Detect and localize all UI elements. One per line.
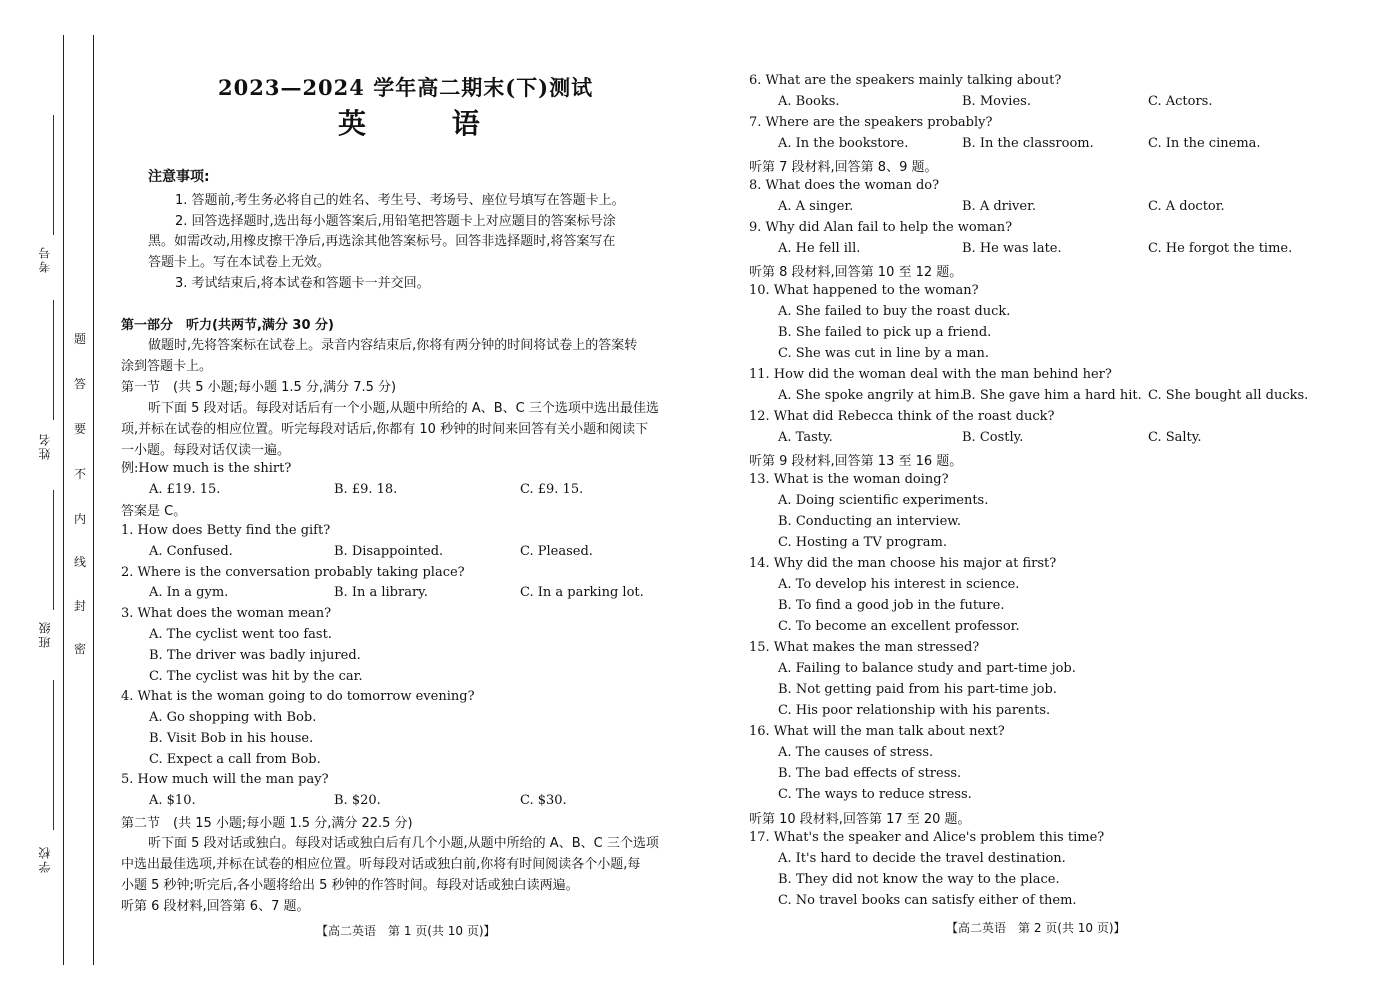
option: B. Costly. xyxy=(962,430,1024,445)
option: A. He fell ill. xyxy=(778,241,861,256)
option: A. To develop his interest in science. xyxy=(778,577,1020,592)
page-footer-left: 【高二英语 第 1 页(共 10 页)】 xyxy=(316,924,496,938)
school-line xyxy=(53,680,54,830)
option: B. Disappointed. xyxy=(334,544,444,559)
material-heading: 听第 6 段材料,回答第 6、7 题。 xyxy=(121,899,310,914)
subject-title: 英 语 xyxy=(338,107,518,140)
option: B. Movies. xyxy=(962,94,1031,109)
option: A. Doing scientific experiments. xyxy=(778,493,989,508)
option: B. The bad effects of stress. xyxy=(778,766,962,781)
part1-intro: 涂到答题卡上。 xyxy=(121,359,213,374)
notice-line: 黑。如需改动,用橡皮擦干净后,再选涂其他答案标号。回答非选择题时,将答案写在 xyxy=(148,234,616,249)
option: B. They did not know the way to the place. xyxy=(778,872,1060,887)
section2-instructions: 中选出最佳选项,并标在试卷的相应位置。听每段对话或独白前,你将有时间阅读各个小题,每 xyxy=(121,857,641,872)
option: B. Visit Bob in his house. xyxy=(149,731,314,746)
section1-instructions: 项,并标在试卷的相应位置。听完每段对话后,你都有 10 秒钟的时间来回答有关小题和阅读下 xyxy=(121,422,649,437)
notice-line: 答题卡上。写在本试卷上无效。 xyxy=(148,255,331,270)
seal-char: 内 xyxy=(74,512,87,526)
option: C. He forgot the time. xyxy=(1148,241,1293,256)
option: A. Confused. xyxy=(149,544,233,559)
option: A. Books. xyxy=(778,94,840,109)
question: 2. Where is the conversation probably taking place? xyxy=(121,565,465,580)
material-heading: 听第 7 段材料,回答第 8、9 题。 xyxy=(749,160,938,175)
option: B. She gave him a hard hit. xyxy=(962,388,1142,403)
option: B. In the classroom. xyxy=(962,136,1094,151)
option: C. In the cinema. xyxy=(1148,136,1261,151)
example-answer: 答案是 C。 xyxy=(121,504,187,519)
part1-heading: 第一部分 听力(共两节,满分 30 分) xyxy=(121,318,334,333)
option: C. The ways to reduce stress. xyxy=(778,787,972,802)
question: 4. What is the woman going to do tomorrow evening? xyxy=(121,689,475,704)
question: 11. How did the woman deal with the man behind her? xyxy=(749,367,1112,382)
option: A. $10. xyxy=(149,793,196,808)
section1-instructions: 一小题。每段对话仅读一遍。 xyxy=(121,443,291,458)
option: A. The cyclist went too fast. xyxy=(149,627,332,642)
section2-instructions: 小题 5 秒钟;听完后,各小题将给出 5 秒钟的作答时间。每段对话或独白读两遍。 xyxy=(121,878,579,893)
class-label: 班级 xyxy=(38,620,52,648)
material-heading: 听第 10 段材料,回答第 17 至 20 题。 xyxy=(749,812,971,827)
class-line xyxy=(53,490,54,610)
option: C. Hosting a TV program. xyxy=(778,535,947,550)
notice-line: 1. 答题前,考生务必将自己的姓名、考生号、考场号、座位号填写在答题卡上。 xyxy=(175,193,625,208)
option: C. Salty. xyxy=(1148,430,1202,445)
question: 9. Why did Alan fail to help the woman? xyxy=(749,220,1013,235)
option: A. In a gym. xyxy=(149,585,229,600)
option: C. £9. 15. xyxy=(520,482,584,497)
exam-title: 2023—2024 学年高二期末(下)测试 xyxy=(218,75,594,100)
option: B. Conducting an interview. xyxy=(778,514,961,529)
question: 13. What is the woman doing? xyxy=(749,472,949,487)
material-heading: 听第 8 段材料,回答第 10 至 12 题。 xyxy=(749,265,963,280)
margin-rule-inner xyxy=(93,35,94,965)
option: B. A driver. xyxy=(962,199,1036,214)
option: C. His poor relationship with his parents. xyxy=(778,703,1051,718)
seal-char: 不 xyxy=(74,467,87,481)
question: 3. What does the woman mean? xyxy=(121,606,332,621)
notice-heading: 注意事项: xyxy=(148,169,210,185)
section1-heading: 第一节 (共 5 小题;每小题 1.5 分,满分 7.5 分) xyxy=(121,380,397,395)
question: 8. What does the woman do? xyxy=(749,178,940,193)
option: C. Actors. xyxy=(1148,94,1213,109)
option: C. Pleased. xyxy=(520,544,593,559)
name-label: 姓名 xyxy=(38,432,52,460)
option: B. He was late. xyxy=(962,241,1062,256)
section1-instructions: 听下面 5 段对话。每段对话后有一个小题,从题中所给的 A、B、C 三个选项中选出最佳选 xyxy=(148,401,659,416)
seal-char: 要 xyxy=(74,422,87,436)
option: A. It's hard to decide the travel destination. xyxy=(778,851,1066,866)
option: B. $20. xyxy=(334,793,381,808)
option: B. To find a good job in the future. xyxy=(778,598,1005,613)
material-heading: 听第 9 段材料,回答第 13 至 16 题。 xyxy=(749,454,963,469)
option: C. No travel books can satisfy either of them. xyxy=(778,893,1077,908)
margin-rule-outer xyxy=(63,35,64,965)
part1-intro: 做题时,先将答案标在试卷上。录音内容结束后,你将有两分钟的时间将试卷上的答案转 xyxy=(148,338,638,353)
seal-char: 密 xyxy=(74,642,87,656)
option: C. In a parking lot. xyxy=(520,585,644,600)
option: A. The causes of stress. xyxy=(778,745,934,760)
seal-char: 答 xyxy=(74,377,87,391)
option: B. She failed to pick up a friend. xyxy=(778,325,992,340)
example-question: 例:How much is the shirt? xyxy=(121,461,292,476)
notice-line: 2. 回答选择题时,选出每小题答案后,用铅笔把答题卡上对应题目的答案标号涂 xyxy=(175,214,616,229)
name-line xyxy=(53,300,54,420)
option: A. A singer. xyxy=(778,199,854,214)
option: A. Failing to balance study and part-time job. xyxy=(778,661,1076,676)
question: 6. What are the speakers mainly talking about? xyxy=(749,73,1062,88)
question: 12. What did Rebecca think of the roast duck? xyxy=(749,409,1055,424)
question: 16. What will the man talk about next? xyxy=(749,724,1005,739)
option: C. $30. xyxy=(520,793,567,808)
option: C. The cyclist was hit by the car. xyxy=(149,669,363,684)
exam-number-line xyxy=(53,115,54,235)
option: A. She spoke angrily at him. xyxy=(778,388,964,403)
option: B. In a library. xyxy=(334,585,428,600)
question: 17. What's the speaker and Alice's problem this time? xyxy=(749,830,1105,845)
option: A. She failed to buy the roast duck. xyxy=(778,304,1011,319)
option: C. To become an excellent professor. xyxy=(778,619,1020,634)
question: 5. How much will the man pay? xyxy=(121,772,329,787)
question: 14. Why did the man choose his major at first? xyxy=(749,556,1057,571)
section2-heading: 第二节 (共 15 小题;每小题 1.5 分,满分 22.5 分) xyxy=(121,816,413,831)
notice-line: 3. 考试结束后,将本试卷和答题卡一并交回。 xyxy=(175,276,430,291)
seal-char: 封 xyxy=(74,599,87,613)
option: A. £19. 15. xyxy=(149,482,221,497)
question: 7. Where are the speakers probably? xyxy=(749,115,993,130)
question: 15. What makes the man stressed? xyxy=(749,640,980,655)
section2-instructions: 听下面 5 段对话或独白。每段对话或独白后有几个小题,从题中所给的 A、B、C 三个选项 xyxy=(148,836,659,851)
seal-char: 题 xyxy=(74,332,87,346)
option: C. She was cut in line by a man. xyxy=(778,346,989,361)
seal-char: 线 xyxy=(74,555,87,569)
option: A. In the bookstore. xyxy=(778,136,909,151)
option: A. Go shopping with Bob. xyxy=(149,710,317,725)
option: A. Tasty. xyxy=(778,430,833,445)
option: C. Expect a call from Bob. xyxy=(149,752,321,767)
question: 10. What happened to the woman? xyxy=(749,283,979,298)
option: B. £9. 18. xyxy=(334,482,398,497)
option: C. A doctor. xyxy=(1148,199,1225,214)
option: B. The driver was badly injured. xyxy=(149,648,361,663)
exam-number-label: 考号 xyxy=(38,245,52,273)
option: B. Not getting paid from his part-time job. xyxy=(778,682,1057,697)
question: 1. How does Betty find the gift? xyxy=(121,523,331,538)
page-footer-right: 【高二英语 第 2 页(共 10 页)】 xyxy=(946,921,1126,935)
option: C. She bought all ducks. xyxy=(1148,388,1309,403)
school-label: 学校 xyxy=(38,845,52,873)
